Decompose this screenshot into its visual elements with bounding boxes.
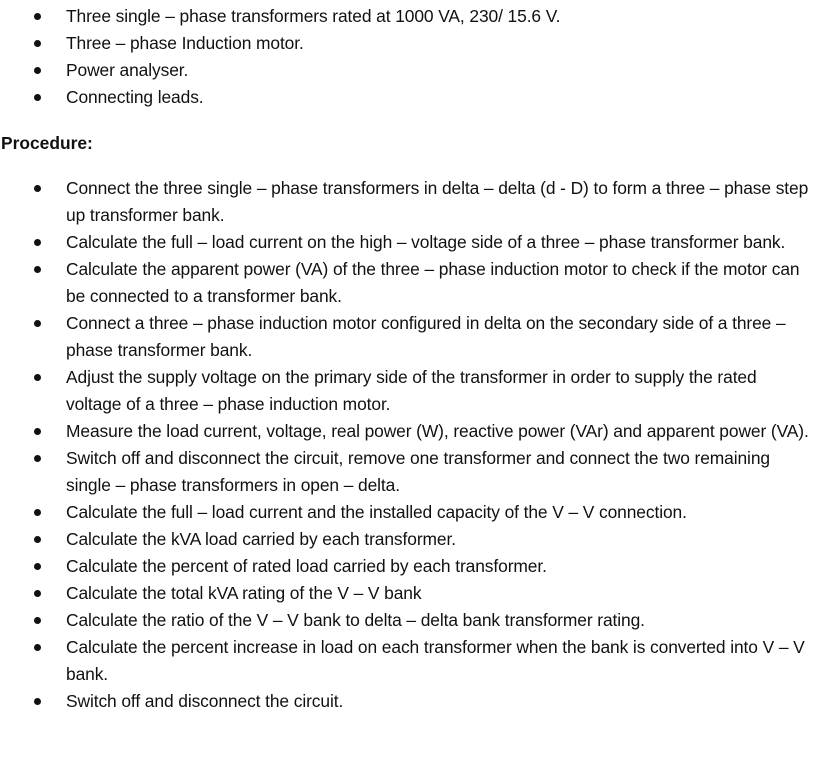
list-item — [0, 580, 817, 607]
list-item — [0, 229, 817, 256]
list-item — [0, 526, 817, 553]
bullet-icon — [34, 94, 41, 101]
bullet-icon — [34, 67, 41, 74]
procedure-list — [0, 175, 817, 715]
list-item — [0, 445, 817, 499]
list-item-text: Adjust the supply voltage on the primary side of the transformer in order to supply the rated voltage of a three – phase induction motor. — [66, 367, 757, 414]
list-item-text: Measure the load current, voltage, real power (W), reactive power (VAr) and apparent power (VA). — [66, 421, 809, 441]
list-item — [0, 3, 817, 30]
list-item-text: Connecting leads. — [66, 87, 204, 107]
list-item-text: Three – phase Induction motor. — [66, 33, 304, 53]
bullet-icon — [34, 40, 41, 47]
bullet-icon — [34, 320, 41, 327]
list-item-text: Calculate the percent increase in load on each transformer when the bank is converted into V – V bank. — [66, 637, 805, 684]
bullet-icon — [34, 698, 41, 705]
equipment-list — [0, 3, 817, 111]
list-item-text: Connect a three – phase induction motor configured in delta on the secondary side of a three – phase transformer bank. — [66, 313, 786, 360]
bullet-icon — [34, 239, 41, 246]
bullet-icon — [34, 563, 41, 570]
list-item-text: Switch off and disconnect the circuit, remove one transformer and connect the two remaining single – phase transformers in open – delta. — [66, 448, 770, 495]
list-item — [0, 688, 817, 715]
bullet-icon — [34, 428, 41, 435]
list-item-text: Calculate the total kVA rating of the V – V bank — [66, 583, 422, 603]
list-item-text: Three single – phase transformers rated at 1000 VA, 230/ 15.6 V. — [66, 6, 561, 26]
procedure-heading: Procedure: — [1, 133, 93, 153]
list-item — [0, 418, 817, 445]
bullet-icon — [34, 590, 41, 597]
list-item-text: Calculate the ratio of the V – V bank to delta – delta bank transformer rating. — [66, 610, 645, 630]
list-item — [0, 175, 817, 229]
list-item — [0, 256, 817, 310]
list-item — [0, 30, 817, 57]
list-item — [0, 499, 817, 526]
bullet-icon — [34, 617, 41, 624]
list-item — [0, 57, 817, 84]
list-item-text: Calculate the apparent power (VA) of the three – phase induction motor to check if the motor can be connected to a transformer bank. — [66, 259, 800, 306]
list-item — [0, 607, 817, 634]
list-item — [0, 84, 817, 111]
bullet-icon — [34, 266, 41, 273]
bullet-icon — [34, 536, 41, 543]
list-item — [0, 310, 817, 364]
list-item-text: Calculate the full – load current and the installed capacity of the V – V connection. — [66, 502, 687, 522]
list-item-text: Connect the three single – phase transformers in delta – delta (d - D) to form a three – phase step up transformer bank. — [66, 178, 809, 225]
bullet-icon — [34, 374, 41, 381]
bullet-icon — [34, 185, 41, 192]
list-item-text: Calculate the kVA load carried by each transformer. — [66, 529, 456, 549]
list-item — [0, 553, 817, 580]
bullet-icon — [34, 455, 41, 462]
bullet-icon — [34, 13, 41, 20]
list-item — [0, 364, 817, 418]
list-item-text: Power analyser. — [66, 60, 189, 80]
list-item-text: Switch off and disconnect the circuit. — [66, 691, 344, 711]
list-item-text: Calculate the full – load current on the high – voltage side of a three – phase transformer bank. — [66, 232, 786, 252]
list-item — [0, 634, 817, 688]
bullet-icon — [34, 509, 41, 516]
bullet-icon — [34, 644, 41, 651]
list-item-text: Calculate the percent of rated load carried by each transformer. — [66, 556, 547, 576]
